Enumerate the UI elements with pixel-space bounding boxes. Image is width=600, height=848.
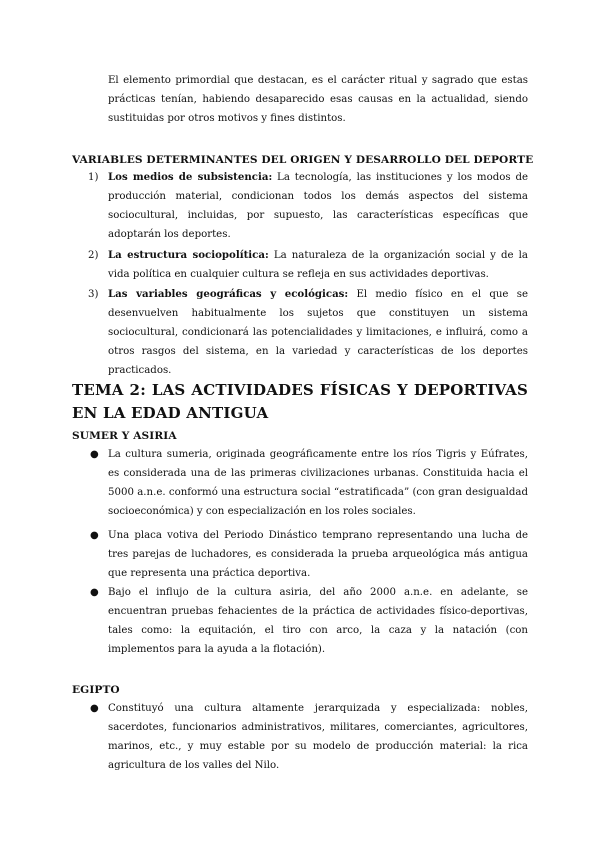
variables-heading: VARIABLES DETERMINANTES DEL ORIGEN Y DESARROLLO DEL DEPORTE <box>72 154 534 166</box>
list-item-term: Los medios de subsistencia: <box>108 171 273 183</box>
list-item <box>108 168 528 244</box>
list-marker: 1) <box>88 172 99 183</box>
list-marker: 2) <box>88 250 99 261</box>
list-item <box>108 285 528 380</box>
bullet-icon: ● <box>90 449 99 460</box>
egipto-heading: EGIPTO <box>72 684 120 696</box>
list-item: La cultura sumeria, originada geográficamente entre los ríos Tigris y Eúfrates, es considerada una de las primeras civilizaciones urbanas. Constituida hacia el 5000 a.n.e. conformó una estructura social “estratificada” (con gran desigualdad socioeconómica) y con especialización en los roles sociales. <box>108 449 528 517</box>
sumer-heading: SUMER Y ASIRIA <box>72 430 177 442</box>
bullet-icon: ● <box>90 587 99 598</box>
intro-paragraph: El elemento primordial que destacan, es el carácter ritual y sagrado que estas prácticas tenían, habiendo desaparecido esas causas en la actualidad, siendo sustituidas por otros motivos y fines distintos. <box>108 75 528 124</box>
bullet-icon: ● <box>90 530 99 541</box>
list-item: Bajo el influjo de la cultura asiria, del año 2000 a.n.e. en adelante, se encuentran pruebas fehacientes de la práctica de actividades físico-deportivas, tales como: la equitación, el tiro con arco, la caza y la natación (con implementos para la ayuda a la flotación). <box>108 587 528 655</box>
list-item-text: La tecnología, las instituciones y los modos de producción material, condicionan todos los demás aspectos del sistema sociocultural, incluidas, por supuesto, las características específicas que adoptarán los deportes. <box>108 172 528 240</box>
list-item: Una placa votiva del Periodo Dinástico temprano representando una lucha de tres parejas de luchadores, es considerada la prueba arqueológica más antigua que representa una práctica deportiva. <box>108 530 528 579</box>
bullet-icon: ● <box>90 703 99 714</box>
list-item-term: La estructura sociopolítica: <box>108 249 269 261</box>
list-item <box>108 246 528 284</box>
list-item-text: La naturaleza de la organización social y de la vida política en cualquier cultura se refleja en sus actividades deportivas. <box>108 250 528 280</box>
list-item: Constituyó una cultura altamente jerarquizada y especializada: nobles, sacerdotes, funcionarios administrativos, militares, comerciantes, agricultores, marinos, etc., y muy estable por su modelo de producción material: la rica agricultura de los valles del Nilo. <box>108 703 528 771</box>
list-marker: 3) <box>88 289 99 300</box>
tema-title: TEMA 2: LAS ACTIVIDADES FÍSICAS Y DEPORTIVAS EN LA EDAD ANTIGUA <box>72 381 528 422</box>
list-item-term: Las variables geográficas y ecológicas: <box>108 288 349 300</box>
list-item-text: El medio físico en el que se desenvuelven habitualmente los sujetos que constituyen un sistema sociocultural, condicionará las potencialidades y limitaciones, e influirá, como a otros rasgos del sistema, en la variedad y características de los deportes practicados. <box>108 289 528 376</box>
